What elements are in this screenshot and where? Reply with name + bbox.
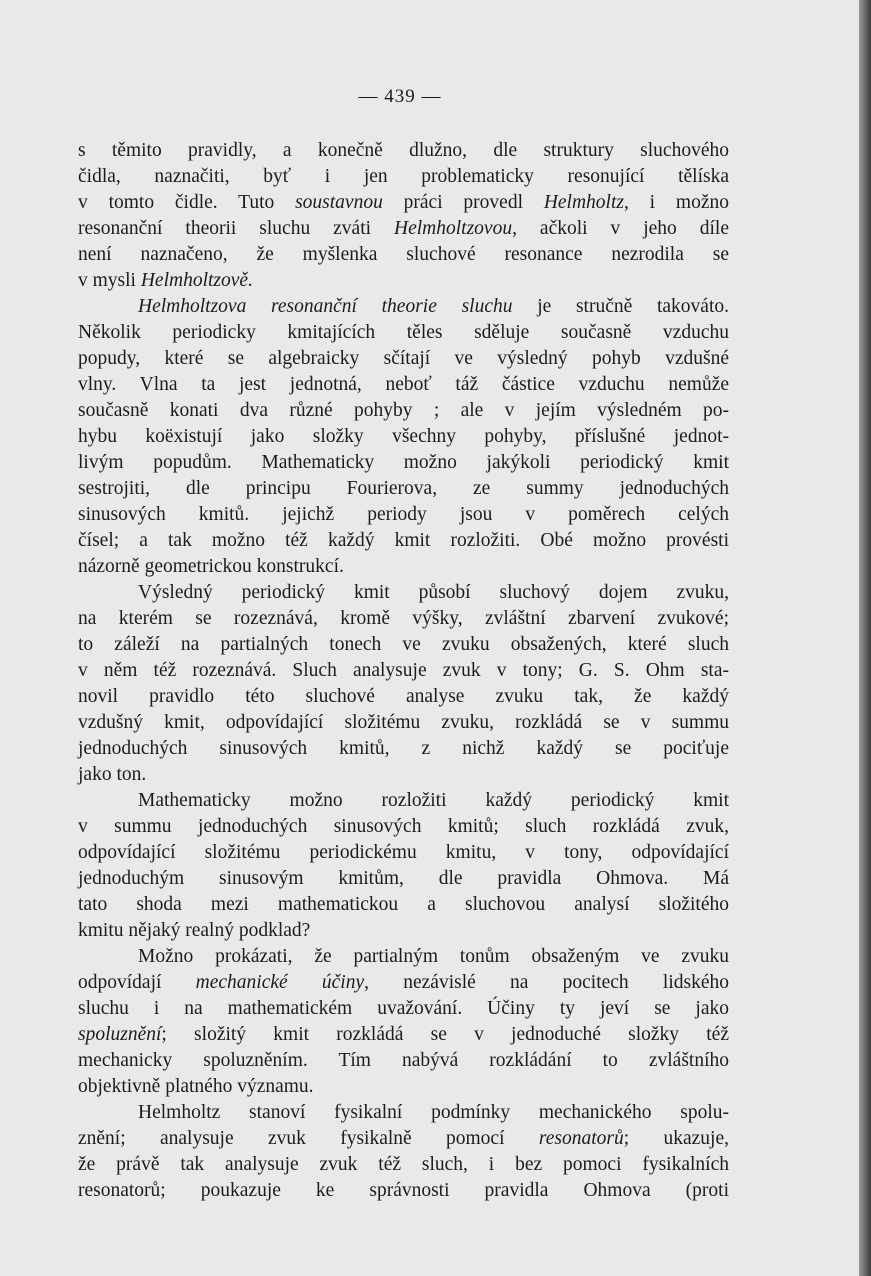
text-line bbox=[78, 554, 729, 580]
text-line-content bbox=[78, 138, 729, 164]
text-line bbox=[78, 424, 729, 450]
text-segment: sestrojiti, dle principu Fourierova, ze summy jednoduchých bbox=[78, 478, 729, 499]
text-line bbox=[78, 1178, 729, 1204]
page-edge-shadow bbox=[859, 0, 871, 1276]
text-segment: sinusových kmitů. jejichž periody jsou v poměrech celých bbox=[78, 504, 729, 525]
italic-text: Helmholtzovou bbox=[394, 218, 513, 239]
text-segment: názorně geometrickou konstrukcí. bbox=[78, 556, 344, 577]
text-line-content bbox=[78, 892, 729, 918]
text-segment: ; složitý kmit rozkládá se v jednoduché složky též bbox=[161, 1024, 729, 1045]
text-line-content bbox=[138, 580, 729, 606]
body-text bbox=[78, 138, 729, 1204]
text-line bbox=[78, 502, 729, 528]
text-line bbox=[78, 268, 729, 294]
text-line bbox=[78, 164, 729, 190]
text-line bbox=[78, 294, 729, 320]
text-line bbox=[78, 1126, 729, 1152]
text-line bbox=[78, 1100, 729, 1126]
text-line-content bbox=[78, 918, 729, 944]
text-segment: Možno prokázati, že partialným tonům obsaženým ve zvuku bbox=[138, 946, 729, 967]
text-line-content bbox=[78, 1048, 729, 1074]
text-line-content bbox=[78, 658, 729, 684]
italic-text: Helmholtzově. bbox=[140, 270, 253, 291]
text-line bbox=[78, 632, 729, 658]
text-line-content bbox=[78, 242, 729, 268]
text-line-content bbox=[78, 372, 729, 398]
text-segment: Výsledný periodický kmit působí sluchový dojem zvuku, bbox=[138, 582, 729, 603]
text-segment: práci provedl bbox=[382, 192, 544, 213]
text-line bbox=[78, 372, 729, 398]
text-line-content bbox=[78, 1152, 729, 1178]
text-line-content bbox=[138, 944, 729, 970]
text-segment: sluchu i na mathematickém uvažování. Účiny ty jeví se jako bbox=[78, 998, 729, 1019]
text-segment: odpovídající složitému periodickému kmitu, v tony, odpovídající bbox=[78, 842, 729, 863]
text-segment: tato shoda mezi mathematickou a sluchovou analysí složitého bbox=[78, 894, 729, 915]
text-segment: resonatorů; poukazuje ke správnosti pravidla Ohmova (proti bbox=[78, 1180, 729, 1201]
text-segment: objektivně platného významu. bbox=[78, 1076, 314, 1097]
text-segment: mechanicky spoluzněním. Tím nabývá rozkládání to zvláštního bbox=[78, 1050, 729, 1071]
text-line-content bbox=[78, 762, 729, 788]
text-line bbox=[78, 320, 729, 346]
italic-text: Helmholtzova resonanční theorie sluchu bbox=[138, 296, 513, 317]
text-line bbox=[78, 996, 729, 1022]
text-line bbox=[78, 138, 729, 164]
text-segment: čísel; a tak možno též každý kmit rozložiti. Obé možno provésti bbox=[78, 530, 729, 551]
text-line bbox=[78, 528, 729, 554]
text-line bbox=[78, 788, 729, 814]
page-number: — 439 — bbox=[358, 86, 442, 107]
text-line-content bbox=[78, 424, 729, 450]
text-segment: to záleží na partialných tonech ve zvuku obsažených, které sluch bbox=[78, 634, 729, 655]
italic-text: resonatorů bbox=[538, 1128, 624, 1149]
text-line-content bbox=[78, 996, 729, 1022]
text-segment: odpovídají bbox=[78, 972, 196, 993]
text-line bbox=[78, 944, 729, 970]
text-segment: znění; analysuje zvuk fysikalně pomocí bbox=[78, 1128, 539, 1149]
text-segment: livým popudům. Mathematicky možno jakýkoli periodický kmit bbox=[78, 452, 729, 473]
text-line-content bbox=[78, 528, 729, 554]
text-line-content bbox=[78, 554, 729, 580]
text-line-content bbox=[78, 814, 729, 840]
text-line bbox=[78, 866, 729, 892]
text-line-content bbox=[78, 398, 729, 424]
text-line bbox=[78, 684, 729, 710]
text-segment: kmitu nějaký realný podklad? bbox=[78, 920, 311, 941]
text-segment: Několik periodicky kmitajících těles sděluje současně vzduchu bbox=[78, 322, 729, 343]
text-segment: , nezávislé na pocitech lidského bbox=[364, 972, 729, 993]
text-segment: na kterém se rozeznává, kromě výšky, zvláštní zbarvení zvukové; bbox=[78, 608, 729, 629]
text-line bbox=[78, 216, 729, 242]
text-line bbox=[78, 840, 729, 866]
text-line-content bbox=[78, 450, 729, 476]
text-segment: není naznačeno, že myšlenka sluchové resonance nezrodila se bbox=[78, 244, 729, 265]
text-line bbox=[78, 476, 729, 502]
text-line-content bbox=[78, 164, 729, 190]
text-segment: resonanční theorii sluchu zváti bbox=[78, 218, 394, 239]
text-segment: že právě tak analysuje zvuk též sluch, i bez pomoci fysikalních bbox=[78, 1154, 729, 1175]
text-segment: s těmito pravidly, a konečně dlužno, dle struktury sluchového bbox=[78, 140, 729, 161]
text-line bbox=[78, 918, 729, 944]
text-segment: v tomto čidle. Tuto bbox=[78, 192, 296, 213]
text-line bbox=[78, 450, 729, 476]
text-line bbox=[78, 190, 729, 216]
text-line-content bbox=[78, 268, 729, 294]
text-segment: , i možno bbox=[623, 192, 729, 213]
text-line bbox=[78, 814, 729, 840]
text-line bbox=[78, 710, 729, 736]
text-segment: v něm též rozeznává. Sluch analysuje zvuk v tony; G. S. Ohm sta- bbox=[78, 660, 729, 681]
text-line-content bbox=[78, 1178, 729, 1204]
text-segment: ; ukazuje, bbox=[623, 1128, 729, 1149]
text-line bbox=[78, 892, 729, 918]
text-line-content bbox=[78, 970, 729, 996]
italic-text: spoluznění bbox=[78, 1024, 162, 1045]
text-segment: Helmholtz stanoví fysikalní podmínky mechanického spolu- bbox=[138, 1102, 729, 1123]
text-line-content bbox=[78, 606, 729, 632]
text-segment: jako ton. bbox=[78, 764, 147, 785]
text-segment: jednoduchým sinusovým kmitům, dle pravidla Ohmova. Má bbox=[78, 868, 729, 889]
text-line bbox=[78, 1152, 729, 1178]
text-segment: současně konati dva různé pohyby ; ale v jejím výsledném po- bbox=[78, 400, 729, 421]
italic-text: soustavnou bbox=[295, 192, 383, 213]
text-segment: vlny. Vlna ta jest jednotná, neboť táž částice vzduchu nemůže bbox=[78, 374, 729, 395]
text-line bbox=[78, 1048, 729, 1074]
text-line-content bbox=[138, 1100, 729, 1126]
text-segment: je stručně takováto. bbox=[512, 296, 729, 317]
text-line bbox=[78, 762, 729, 788]
text-segment: Mathematicky možno rozložiti každý periodický kmit bbox=[138, 790, 729, 811]
italic-text: mechanické účiny bbox=[195, 972, 365, 993]
text-line-content bbox=[78, 320, 729, 346]
text-segment: , ačkoli v jeho díle bbox=[512, 218, 729, 239]
text-line-content bbox=[78, 190, 729, 216]
text-line bbox=[78, 1022, 729, 1048]
text-line-content bbox=[78, 476, 729, 502]
text-line bbox=[78, 346, 729, 372]
text-line bbox=[78, 970, 729, 996]
text-line-content bbox=[78, 736, 729, 762]
italic-text: Helmholtz bbox=[543, 192, 624, 213]
text-segment: čidla, naznačiti, byť i jen problematicky resonující tělíska bbox=[78, 166, 729, 187]
text-line-content bbox=[78, 866, 729, 892]
text-line-content bbox=[78, 346, 729, 372]
text-segment: v summu jednoduchých sinusových kmitů; sluch rozkládá zvuk, bbox=[78, 816, 729, 837]
text-segment: popudy, které se algebraicky sčítají ve výsledný pohyb vzdušné bbox=[78, 348, 729, 369]
text-line bbox=[78, 1074, 729, 1100]
text-line bbox=[78, 242, 729, 268]
text-line-content bbox=[78, 632, 729, 658]
text-segment: vzdušný kmit, odpovídající složitému zvuku, rozkládá se v summu bbox=[78, 712, 729, 733]
text-line-content bbox=[78, 216, 729, 242]
text-segment: hybu koëxistují jako složky všechny pohyby, příslušné jednot- bbox=[78, 426, 729, 447]
text-segment: novil pravidlo této sluchové analyse zvuku tak, že každý bbox=[78, 686, 729, 707]
text-line-content bbox=[78, 1074, 729, 1100]
text-line-content bbox=[78, 684, 729, 710]
text-line bbox=[78, 736, 729, 762]
text-segment: jednoduchých sinusových kmitů, z nichž každý se pociťuje bbox=[78, 738, 729, 759]
text-line bbox=[78, 606, 729, 632]
text-segment: v mysli bbox=[78, 270, 141, 291]
text-line bbox=[78, 398, 729, 424]
text-line-content bbox=[138, 294, 729, 320]
text-line-content bbox=[78, 1022, 729, 1048]
text-line-content bbox=[138, 788, 729, 814]
text-line-content bbox=[78, 1126, 729, 1152]
text-line-content bbox=[78, 710, 729, 736]
text-line bbox=[78, 580, 729, 606]
text-line-content bbox=[78, 502, 729, 528]
text-line-content bbox=[78, 840, 729, 866]
text-line bbox=[78, 658, 729, 684]
